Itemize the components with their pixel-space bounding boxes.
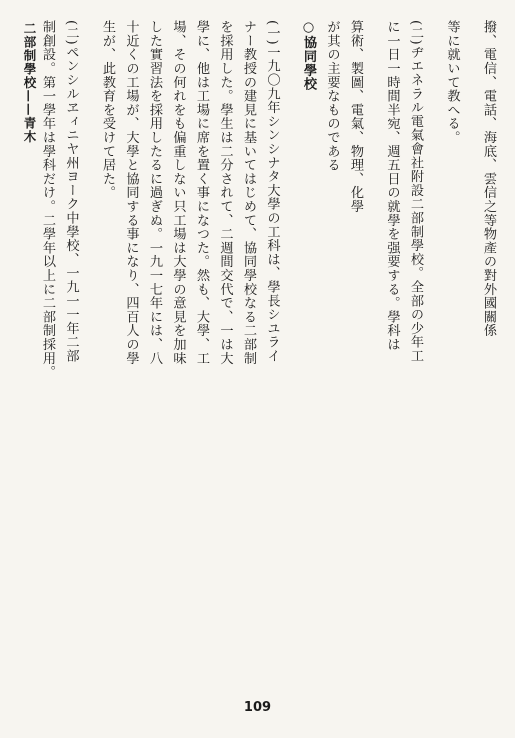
text-line: 場、その何れをも偏重しない只工場は大學の意見を加味 [170,20,186,365]
text-line: が其の主要なものである [324,20,340,172]
text-line: に一日一時間半宛、週五日の就學を强要する。學科は [384,20,400,352]
text-line: 撥、電信、電話、海底、雲信之等物產の對外國關係 [481,20,496,338]
text-line: 生が、此教育を受けて居た。 [100,20,115,200]
body-text [40,20,500,685]
text-line: 學に、他は工場に席を置く事になつた。然も、大學、工 [194,20,209,365]
text-line: 算術、製圖、電氣、物理、化學 [348,20,363,214]
running-head: 二部制學校——青木 [22,22,37,144]
text-line: (一)一九〇九年シンシナタ大學の工科は、學長シユライ [264,20,280,363]
text-line: した實習法を採用したるに過ぎぬ。一九一七年には、八 [147,20,162,365]
text-line: 十近くの工場が、大學と協同する事になり、四百人の學 [123,20,139,365]
text-line: ナー教授の建見に基いてはじめて、協同學校なる二部制 [241,20,256,365]
text-line: (二)ペンシルヱィニヤ州ヨーク中學校、一九一一年二部 [63,20,79,363]
text-line: 等に就いて教へる。 [444,20,460,145]
section-heading: ○協同學校 [301,20,316,91]
page-number: 109 [243,700,272,715]
text-line: (二)ヂエネラル電氣會社附設二部制學校。全部の少年工 [408,20,423,363]
text-line: を採用した。學生は二分されて、二週間交代で、一は大 [217,20,233,365]
text-line: 制創設。第一學年は學科だけ。二學年以上に二部制採用。 [40,20,55,379]
top-column [40,20,500,685]
